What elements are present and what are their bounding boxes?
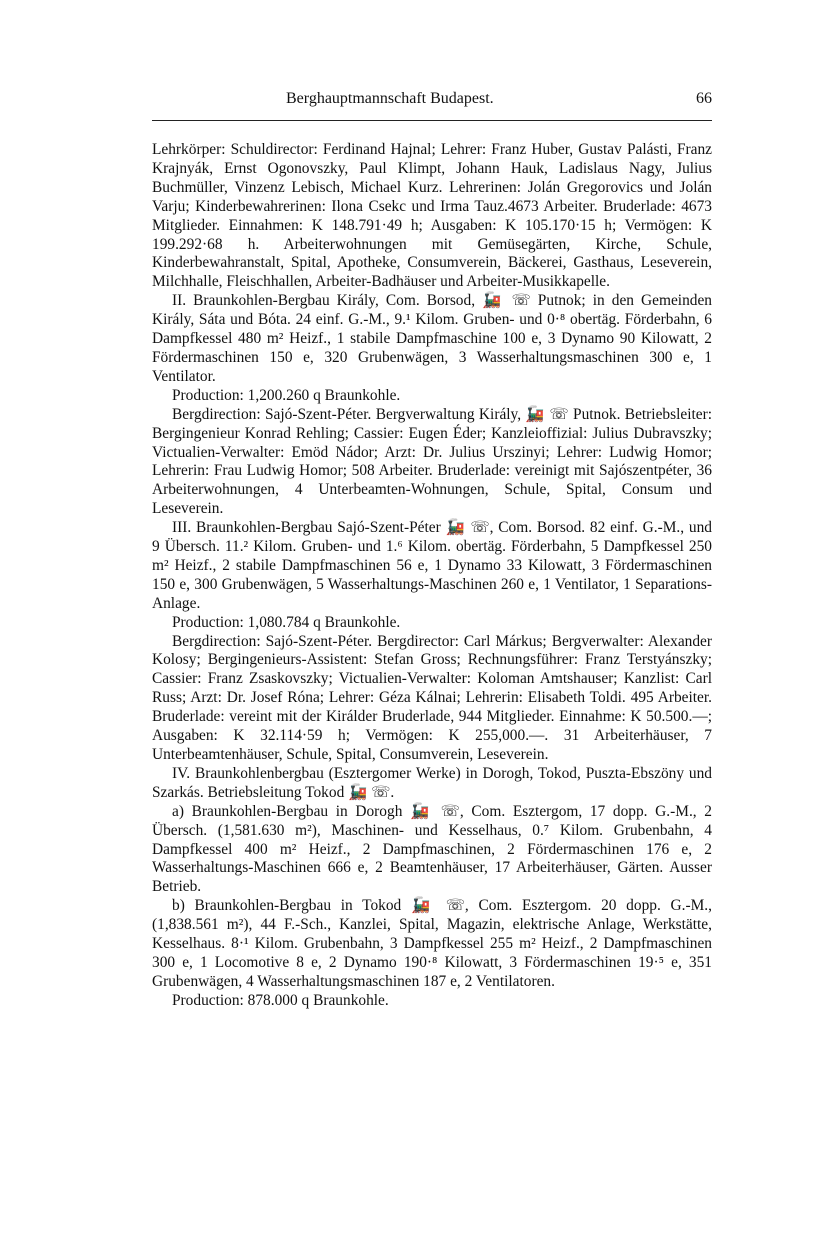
paragraph-section-2: II. Braunkohlen-Bergbau Király, Com. Borsod, 🚂 ☏ Putnok; in den Gemeinden Király, Sáta und Bóta. 24 einf. G.-M., 9.¹ Kilom. Gruben- und 0·⁸ obertäg. Förderbahn, 6 Dampfkessel 480 m² Heizf., 1 stabile Dampfmaschine 100 e, 3 Dynamo 90 Kilowatt, 2 Fördermaschinen 150 e, 320 Grubenwägen, 3 Wasserhaltungsmaschinen 300 e, 1 Ventilator.	[152, 292, 712, 385]
body-text	[152, 141, 712, 1011]
page-header	[152, 90, 712, 116]
paragraph-production-3: Production: 1,080.784 q Braunkohle.	[172, 613, 401, 631]
paragraph-lehrkoerper: Lehrkörper: Schuldirector: Ferdinand Hajnal; Lehrer: Franz Huber, Gustav Palásti, Franz Krajnyák, Ernst Ogonovszky, Paul Klimpt, Johann Hauk, Ladislaus Nagy, Julius Buchmüller, Vinzenz Lebisch, Michael Kurz. Lehrerinen: Jolán Gregorovics und Jolán Varju; Kinderbewahrerinen: Ilona Csekc und Irma Tauz.4673 Arbeiter. Bruderlade: 4673 Mitglieder. Einnahmen: K 148.791·49 h; Ausgaben: K 105.170·15 h; Vermögen: K 199.292·68 h. Arbeiterwohnungen mit Gemüsegärten, Kirche, Schule, Kinderbewahranstalt, Spital, Apotheke, Consumverein, Bäckerei, Gasthaus, Leseverein, Milchhalle, Fleischhallen, Arbeiter-Badhäuser und Arbeiter-Musikkapelle.	[152, 141, 712, 291]
paragraph-production-2: Production: 1,200.260 q Braunkohle.	[172, 386, 401, 404]
paragraph-production-4b: Production: 878.000 q Braunkohle.	[172, 991, 389, 1009]
paragraph-bergdirection-3: Bergdirection: Sajó-Szent-Péter. Bergdirector: Carl Márkus; Bergverwalter: Alexander Kolosy; Bergingenieurs-Assistent: Stefan Gross; Rechnungsführer: Franz Terstyánszky; Cassier: Franz Zsaskovszky; Victualien-Verwalter: Koloman Amtshauser; Kanzlist: Carl Russ; Arzt: Dr. Josef Róna; Lehrer: Géza Kálnai; Lehrerin: Elisabeth Toldi. 495 Arbeiter. Bruderlade: vereint mit der Királder Bruderlade, 944 Mitglieder. Einnahme: K 50.500.—; Ausgaben: K 32.114·59 h; Vermögen: K 255,000.—. 31 Arbeiterhäuser, 7 Unterbeamtenhäuser, Schule, Spital, Consumverein, Leseverein.	[152, 632, 712, 763]
paragraph-section-4a: a) Braunkohlen-Bergbau in Dorogh 🚂 ☏, Com. Esztergom, 17 dopp. G.-M., 2 Übersch. (1,581.630 m²), Maschinen- und Kesselhaus, 0.⁷ Kilom. Grubenbahn, 4 Dampfkessel 400 m² Heizf., 2 Dampfmaschinen, 2 Fördermaschinen 176 e, 2 Wasserhaltungs-Maschinen 666 e, 2 Beamtenhäuser, 17 Arbeiterhäuser, Gärten. Ausser Betrieb.	[152, 802, 712, 896]
paragraph-section-3: III. Braunkohlen-Bergbau Sajó-Szent-Péter 🚂 ☏, Com. Borsod. 82 einf. G.-M., und 9 Übersch. 11.² Kilom. Gruben- und 1.⁶ Kilom. obertäg. Förderbahn, 5 Dampfkessel 250 m² Heizf., 2 stabile Dampfmaschinen 56 e, 1 Dynamo 33 Kilowatt, 3 Fördermaschinen 150 e, 300 Grubenwägen, 5 Wasserhaltungs-Maschinen 260 e, 1 Ventilator, 1 Separations-Anlage.	[152, 519, 712, 612]
paragraph-section-4b: b) Braunkohlen-Bergbau in Tokod 🚂 ☏, Com. Esztergom. 20 dopp. G.-M., (1,838.561 m²), 44 F.-Sch., Kanzlei, Spital, Magazin, elektrische Anlage, Werkstätte, Kesselhaus. 8·¹ Kilom. Grubenbahn, 3 Dampfkessel 255 m² Heizf., 2 Dampfmaschinen 300 e, 1 Locomotive 8 e, 2 Dynamo 190·⁸ Kilowatt, 3 Fördermaschinen 19·⁵ e, 351 Grubenwägen, 4 Wasserhaltungsmaschinen 187 e, 2 Ventilatoren.	[152, 897, 712, 990]
header-rule	[152, 120, 712, 121]
paragraph-section-4: IV. Braunkohlenbergbau (Esztergomer Werke) in Dorogh, Tokod, Puszta-Ebszöny und Szarkás. Betriebsleitung Tokod 🚂 ☏.	[152, 764, 712, 801]
paragraph-bergdirection-2: Bergdirection: Sajó-Szent-Péter. Bergverwaltung Király, 🚂 ☏ Putnok. Betriebsleiter: Bergingenieur Konrad Rehling; Cassier: Eugen Éder; Kanzleioffizial: Julius Dubravszky; Victualien-Verwalter: Emöd Nádor; Arzt: Dr. Julius Urszinyi; Lehrer: Ludwig Homor; Lehrerin: Frau Ludwig Homor; 508 Arbeiter. Bruderlade: vereinigt mit Sajószentpéter, 36 Arbeiterwohnungen, 4 Unterbeamten-Wohnungen, Schule, Spital, Consum und Leseverein.	[152, 405, 712, 518]
running-title: Berghauptmannschaft Budapest.	[286, 90, 494, 107]
page-number: 66	[696, 90, 712, 107]
